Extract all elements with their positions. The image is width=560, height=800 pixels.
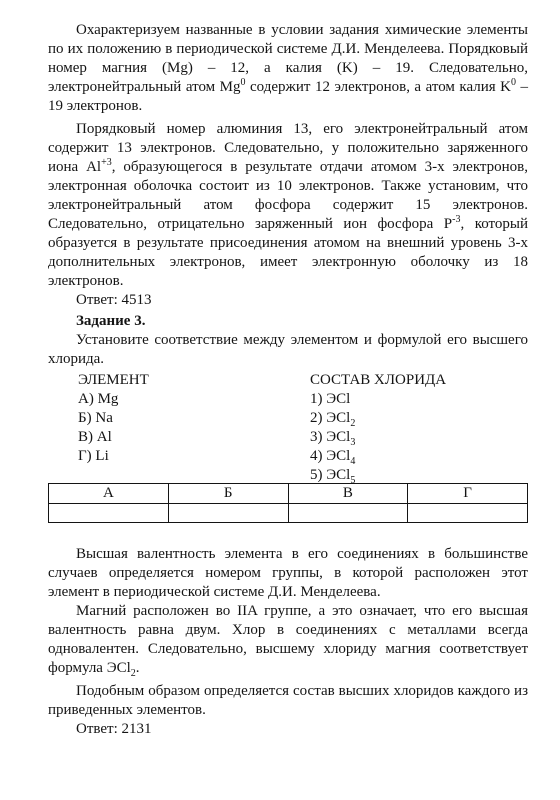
answer-2: Ответ: 2131 xyxy=(76,721,152,737)
answer-table xyxy=(48,483,528,523)
chloride-header: СОСТАВ ХЛОРИДА xyxy=(310,372,447,388)
task-block xyxy=(48,312,528,369)
chloride-item: 3) ЭCl$_3$ xyxy=(310,429,356,448)
element-item: Г) Li xyxy=(78,448,109,464)
element-item: Б) Na xyxy=(78,410,113,426)
chloride-column xyxy=(310,371,510,485)
element-column xyxy=(78,371,278,466)
chloride-item: 5) ЭCl$_5$ xyxy=(310,467,356,486)
paragraph-5: Подобным образом определяется состав высших хлоридов каждого из приведенных элементов. xyxy=(48,683,528,718)
table-row xyxy=(49,484,528,504)
table-header-v: В xyxy=(288,484,408,504)
task-text: Установите соответствие между элементом и формулой его высшего хлорида. xyxy=(48,332,528,367)
table-header-g: Г xyxy=(408,484,528,504)
answer-cell[interactable] xyxy=(49,504,169,523)
answer-1: Ответ: 4513 xyxy=(76,292,152,308)
chloride-item: 4) ЭCl$_4$ xyxy=(310,448,356,467)
answer-cell[interactable] xyxy=(168,504,288,523)
table-row xyxy=(49,504,528,523)
task-title: Задание 3. xyxy=(76,313,146,329)
element-header: ЭЛЕМЕНТ xyxy=(78,372,149,388)
paragraph-2: Порядковый номер алюминия 13, его электронейтральный атом содержит 13 электронов. Следовательно, у положительно заряженного иона $Al^{+3}$, образующегося в результате отдачи атомом 3-х электронов, электронная оболочка состоит из 10 электронов. Также установим, что электронейтральный атом фосфора содержит 15 электронов. Следовательно, отрицательно заряженный ион фосфора $P^{-3}$, который образуется в результате присоединения атомом на внешний уровень 3-х дополнительных электронов, имеет электронную оболочку из 18 электронов. xyxy=(48,121,529,289)
explanation-block xyxy=(48,545,528,739)
chloride-item: 2) ЭCl$_2$ xyxy=(310,410,356,429)
paragraph-1: Охарактеризуем названные в условии задания химические элементы по их положению в периодической системе Д.И. Менделеева. Порядковый номер магния (Mg) – 12, а калия (K) – 19. Следовательно, электронейтральный атом Mg$^0$ содержит 12 электронов, а атом калия $K^0 - 19$ электронов. xyxy=(48,22,529,114)
element-item: А) Mg xyxy=(78,391,119,407)
chloride-item: 1) ЭCl xyxy=(310,391,351,407)
table-header-b: Б xyxy=(168,484,288,504)
element-item: В) Al xyxy=(78,429,112,445)
intro-block xyxy=(48,21,528,310)
table-header-a: А xyxy=(49,484,169,504)
answer-cell[interactable] xyxy=(288,504,408,523)
paragraph-4: Магний расположен во IIA группе, а это означает, что его высшая валентность равна двум. Хлор в соединениях с металлами всегда одновалентен. Следовательно, высшему хлориду магния соответствует формула ЭCl$_2$. xyxy=(48,603,528,679)
paragraph-3: Высшая валентность элемента в его соединениях в большинстве случаев определяется номером группы, в которой расположен этот элемент в периодической системе Д.И. Менделеева. xyxy=(48,546,528,600)
answer-cell[interactable] xyxy=(408,504,528,523)
